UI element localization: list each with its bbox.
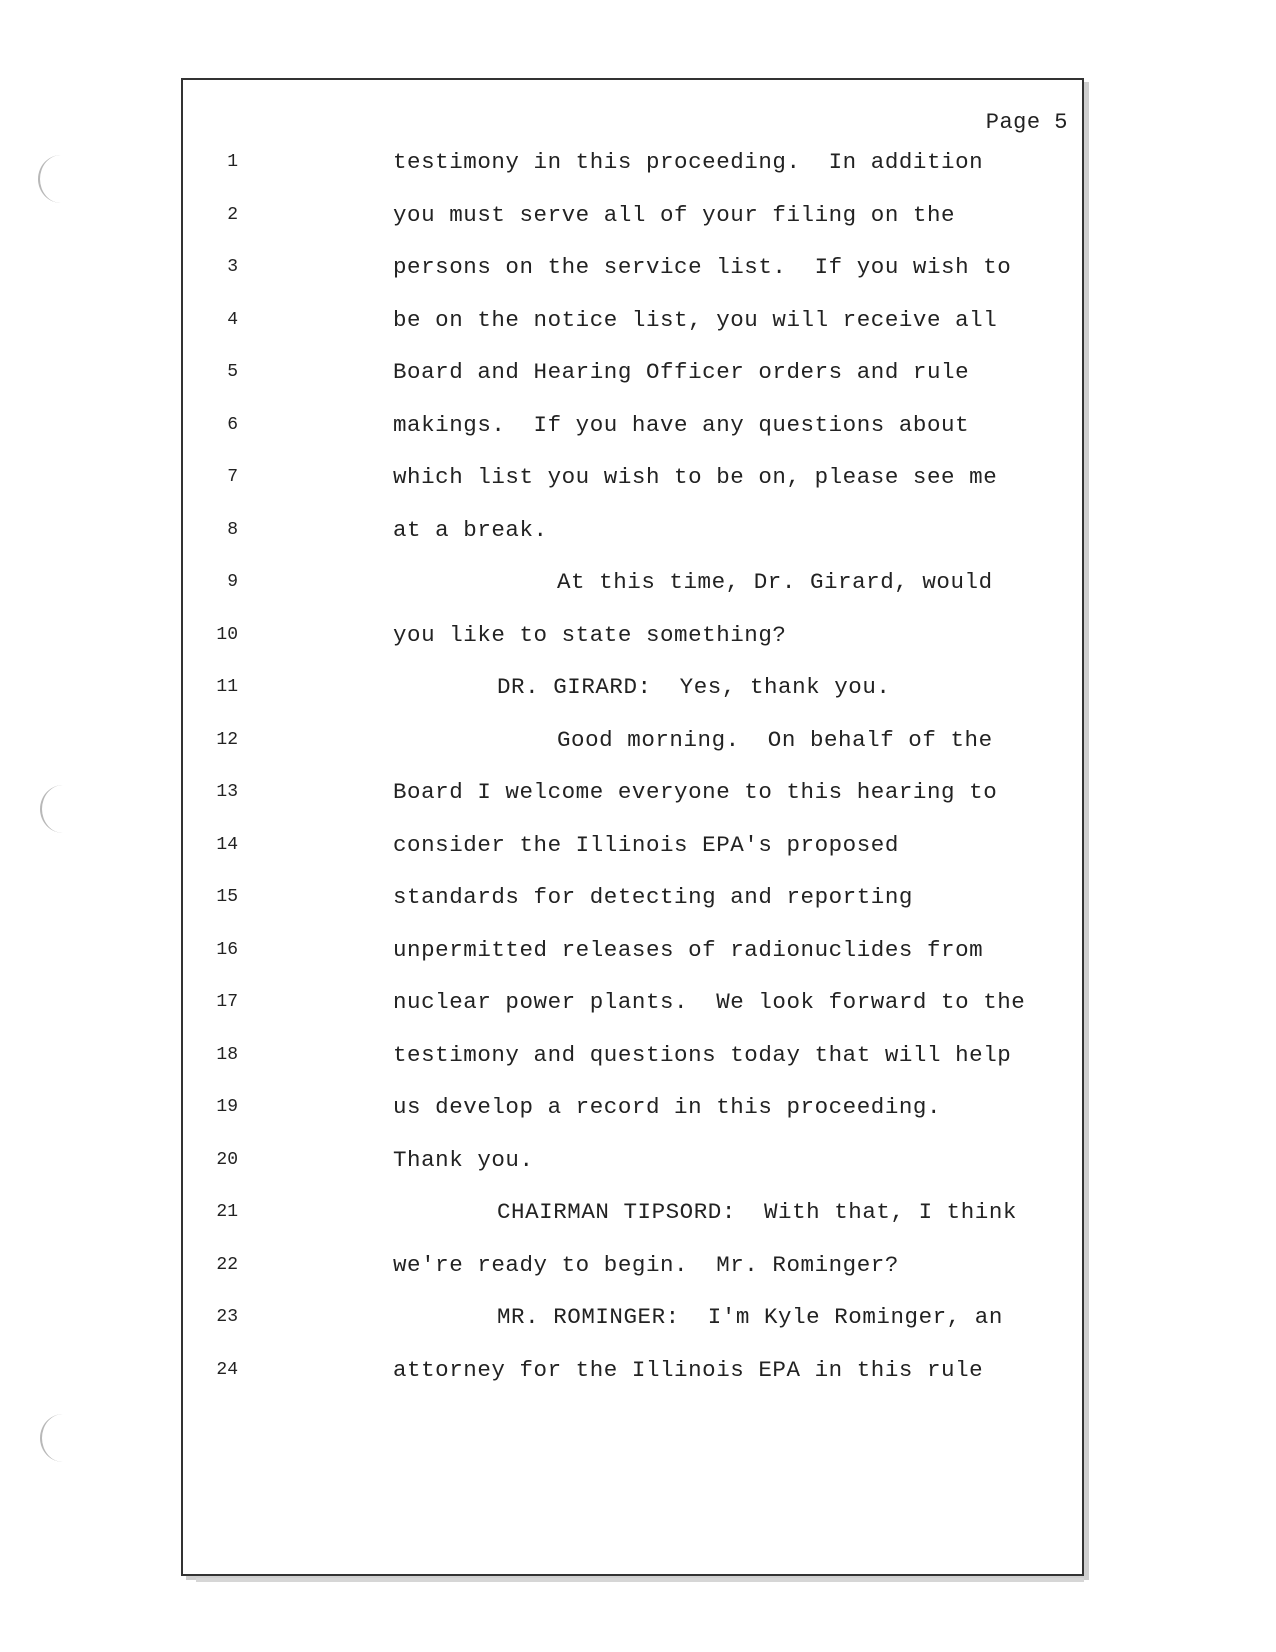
- line-number: 12: [216, 729, 238, 750]
- transcript-line: [183, 510, 1082, 550]
- line-text: DR. GIRARD: Yes, thank you.: [497, 674, 891, 700]
- punch-hole-middle: [40, 785, 86, 833]
- line-number: 3: [227, 257, 238, 277]
- transcript-line: [183, 1087, 1082, 1127]
- line-number: 7: [227, 467, 238, 487]
- transcript-line: [183, 405, 1082, 445]
- line-number: 2: [227, 204, 238, 225]
- line-number: 4: [227, 309, 238, 330]
- line-number: 20: [216, 1149, 238, 1170]
- punch-hole-bottom: [40, 1414, 86, 1462]
- transcript-line: [183, 562, 1082, 602]
- transcript-line: [183, 1350, 1082, 1390]
- transcript-line: [183, 195, 1082, 235]
- line-number: 1: [227, 152, 238, 172]
- page-number: Page 5: [985, 110, 1068, 135]
- transcript-line: [183, 247, 1082, 287]
- line-text: persons on the service list. If you wish to: [393, 254, 1012, 280]
- line-number: 24: [216, 1359, 238, 1380]
- line-number: 16: [216, 939, 238, 960]
- line-number: 10: [216, 624, 238, 645]
- transcript-line: [183, 352, 1082, 392]
- line-text: at a break.: [393, 516, 548, 543]
- transcript-line: [183, 720, 1082, 760]
- transcript-line: [183, 930, 1082, 970]
- line-number: 17: [216, 992, 238, 1012]
- transcript-line: [183, 1297, 1082, 1337]
- line-number: 5: [227, 362, 238, 382]
- line-text: consider the Illinois EPA's proposed: [393, 831, 899, 858]
- line-text: At this time, Dr. Girard, would: [557, 569, 993, 595]
- line-number: 13: [216, 782, 238, 802]
- transcript-line: [183, 142, 1082, 182]
- line-number: 22: [216, 1254, 238, 1275]
- transcript-line: [183, 300, 1082, 340]
- line-text: CHAIRMAN TIPSORD: With that, I think: [497, 1199, 1017, 1225]
- line-number: 6: [227, 414, 238, 435]
- line-text: we're ready to begin. Mr. Rominger?: [393, 1251, 899, 1278]
- line-text: Thank you.: [393, 1146, 534, 1173]
- line-text: Board and Hearing Officer orders and rule: [393, 359, 970, 385]
- transcript-line: [183, 1245, 1082, 1285]
- line-text: you must serve all of your filing on the: [393, 201, 956, 228]
- line-number: 11: [216, 677, 238, 697]
- line-number: 9: [227, 572, 238, 592]
- transcript-line: [183, 772, 1082, 812]
- line-text: testimony and questions today that will help: [393, 1041, 1012, 1068]
- line-number: 15: [216, 887, 238, 907]
- line-number: 8: [227, 519, 238, 540]
- transcript-line: [183, 982, 1082, 1022]
- transcript-line: [183, 825, 1082, 865]
- transcript-line: [183, 1035, 1082, 1075]
- line-text: attorney for the Illinois EPA in this rule: [393, 1356, 984, 1383]
- punch-hole-top: [38, 155, 84, 203]
- line-text: nuclear power plants. We look forward to the: [393, 989, 1026, 1015]
- line-text: us develop a record in this proceeding.: [393, 1094, 942, 1120]
- transcript-page: [181, 78, 1084, 1576]
- transcript-line: [183, 615, 1082, 655]
- line-number: 18: [216, 1044, 238, 1065]
- line-text: Good morning. On behalf of the: [557, 726, 993, 753]
- scan-shadow-line: [196, 1578, 1084, 1582]
- line-text: unpermitted releases of radionuclides from: [393, 936, 984, 963]
- transcript-line: [183, 1140, 1082, 1180]
- line-number: 21: [216, 1202, 238, 1222]
- line-text: which list you wish to be on, please see me: [393, 464, 998, 490]
- line-number: 23: [216, 1307, 238, 1327]
- transcript-line: [183, 1192, 1082, 1232]
- line-text: you like to state something?: [393, 621, 787, 648]
- transcript-line: [183, 667, 1082, 707]
- transcript-line: [183, 457, 1082, 497]
- line-text: Board I welcome everyone to this hearing to: [393, 779, 998, 805]
- line-text: be on the notice list, you will receive all: [393, 306, 998, 333]
- line-text: MR. ROMINGER: I'm Kyle Rominger, an: [497, 1304, 1003, 1330]
- line-number: 19: [216, 1097, 238, 1117]
- line-text: testimony in this proceeding. In addition: [393, 149, 984, 175]
- line-text: makings. If you have any questions about: [393, 411, 970, 438]
- line-text: standards for detecting and reporting: [393, 884, 913, 910]
- line-number: 14: [216, 834, 238, 855]
- transcript-line: [183, 877, 1082, 917]
